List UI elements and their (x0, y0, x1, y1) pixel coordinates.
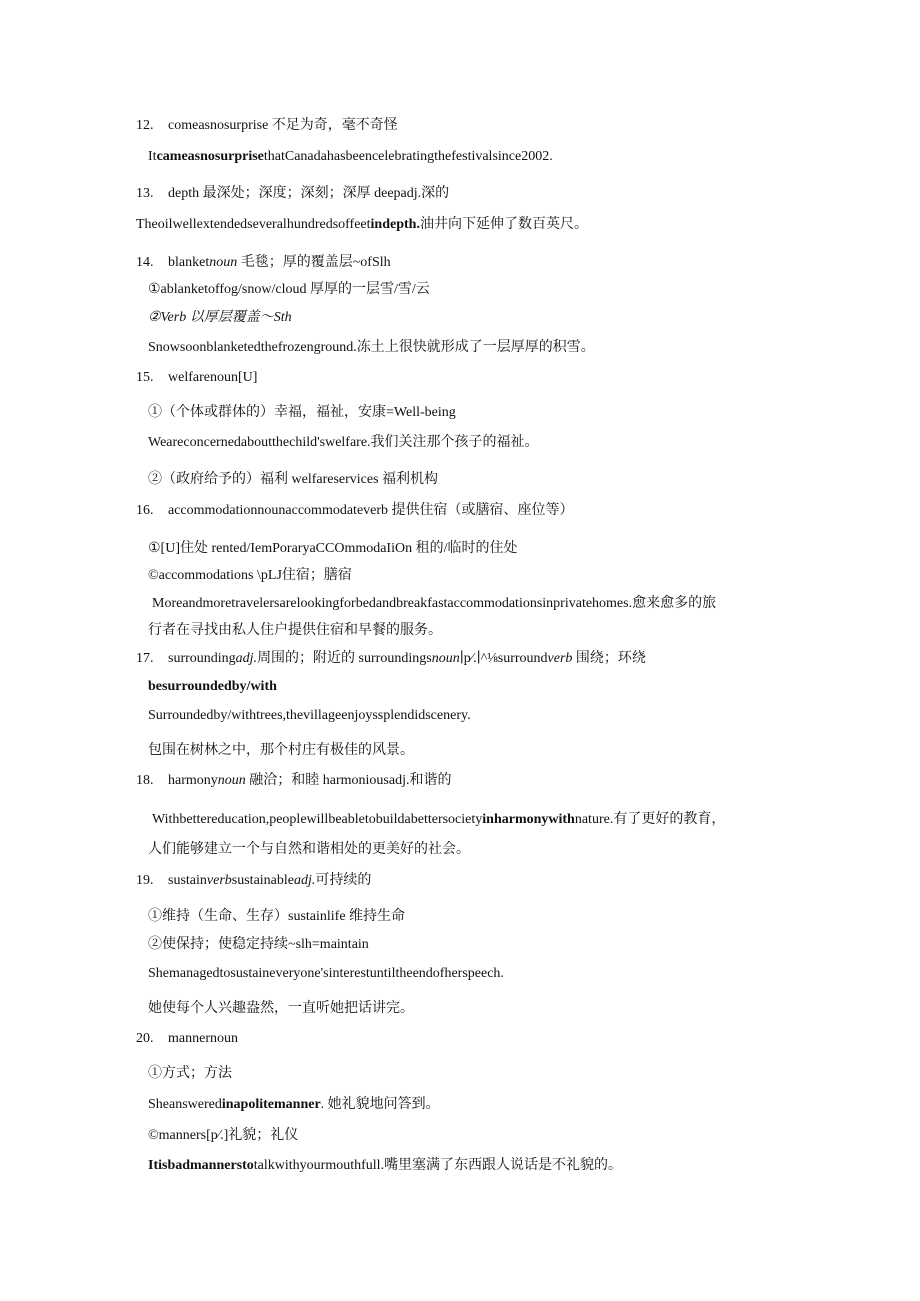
sense-2: ②使保持；使稳定持续~slh=maintain (148, 937, 369, 952)
sense-1: ①（个体或群体的）幸福，福祉，安康=Well-being (148, 405, 456, 420)
example-sentence (148, 1096, 440, 1114)
example-text: Theoilwellextendedseveralhundredsoffeet (136, 217, 371, 232)
example-sentence (148, 148, 553, 166)
key-phrase: Itisbadmannersto (148, 1158, 254, 1173)
translation: 行者在寻找由私人住户提供住宿和早餐的服务。 (148, 623, 442, 638)
example-sentence (152, 811, 725, 829)
entry-17-heading (136, 650, 646, 668)
entry-number: 19. (136, 873, 154, 888)
entry-14-heading (136, 254, 391, 272)
definition: 融洽；和睦 harmoniousadj.和谐的 (245, 773, 452, 788)
sense-2: ©accommodations \pLJ住宿；膳宿 (148, 568, 352, 583)
entry-number: 12. (136, 118, 154, 133)
headword: surrounding (168, 651, 236, 666)
part-of-speech: noun (431, 651, 460, 666)
definition: 周围的；附近的 surroundings (257, 651, 432, 666)
definition: ∣p∕.∣^⅛surround (459, 651, 548, 666)
headword: mannernoun (168, 1031, 238, 1046)
example-text: talkwithyourmouthfull.嘴里塞满了东西跟人说话是不礼貌的。 (253, 1158, 623, 1173)
example-sentence: Snowsoonblanketedthefrozenground.冻土上很快就形成了一层厚厚的积雪。 (148, 340, 595, 355)
example-text: It (148, 149, 157, 164)
entry-number: 20. (136, 1031, 154, 1046)
entry-number: 15. (136, 370, 154, 385)
key-phrase: cameasnosurprise (156, 149, 264, 164)
key-phrase: indepth. (370, 217, 420, 232)
translation: . 她礼貌地问答到。 (320, 1097, 440, 1112)
definition: 可持续的 (315, 873, 372, 888)
part-of-speech: verb (547, 651, 573, 666)
sense-1: ①[U]住处 rented/IemPoraryaCCOmmodaIiOn 租的/临时的住处 (148, 541, 518, 556)
headword: welfarenoun[U] (168, 370, 258, 385)
entry-number: 13. (136, 186, 154, 201)
headword: sustain (168, 873, 207, 888)
translation: 包围在树林之中，那个村庄有极佳的风景。 (148, 743, 414, 758)
key-phrase: inapolitemanner (221, 1097, 321, 1112)
sense-1: ①维持（生命、生存）sustainlife 维持生命 (148, 909, 406, 924)
example-text: thatCanadahasbeencelebratingthefestivalsince2002. (263, 149, 553, 164)
translation: 人们能够建立一个与自然和谐相处的更美好的社会。 (148, 842, 470, 857)
definition: 毛毯；厚的覆盖层~ofSlh (237, 255, 391, 270)
translation: 她使每个人兴趣盎然，一直听她把话讲完。 (148, 1001, 414, 1016)
example-sentence (148, 1157, 622, 1175)
example-sentence: Surroundedby/withtrees,thevillageenjoyssplendidscenery. (148, 708, 471, 723)
example-sentence: Weareconcernedaboutthechild'swelfare.我们关注那个孩子的福祉。 (148, 435, 539, 450)
entry-18-heading (136, 772, 451, 790)
entry-number: 18. (136, 773, 154, 788)
entry-number: 16. (136, 503, 154, 518)
entry-20-heading (136, 1030, 238, 1048)
headword: blanket (168, 255, 210, 270)
sense-2: ②Verb 以厚层覆盖～Sth (148, 310, 292, 325)
key-phrase: inharmonywith (482, 812, 575, 827)
sense-1: ①ablanketoffog/snow/cloud 厚厚的一层雪/雪/云 (148, 282, 430, 297)
headword: sustainable (231, 873, 294, 888)
sense-2: ©manners[p∕.]礼貌；礼仪 (148, 1128, 299, 1143)
entry-19-heading (136, 872, 371, 890)
headword: accommodationnounaccommodateverb 提供住宿（或膳宿、座位等） (168, 503, 574, 518)
part-of-speech: verb (206, 873, 232, 888)
part-of-speech: noun (217, 773, 246, 788)
example-sentence: Shemanagedtosustaineveryone'sinterestuntiltheendofherspeech. (148, 966, 504, 981)
part-of-speech: noun (209, 255, 238, 270)
entry-15-heading (136, 369, 257, 387)
entry-number: 17. (136, 651, 154, 666)
sense-1: ①方式；方法 (148, 1066, 232, 1081)
definition: 围绕；环绕 (572, 651, 646, 666)
part-of-speech: adj. (235, 651, 258, 666)
headword: depth 最深处；深度；深刻；深厚 deepadj.深的 (168, 186, 450, 201)
key-phrase: besurroundedby/with (148, 679, 277, 694)
entry-number: 14. (136, 255, 154, 270)
entry-13-heading (136, 185, 449, 203)
entry-16-heading (136, 502, 574, 520)
sense-2: ②（政府给予的）福利 welfareservices 福利机构 (148, 472, 439, 487)
example-sentence (136, 216, 588, 234)
translation: 油井向下延伸了数百英尺。 (419, 217, 588, 232)
example-text: Sheanswered (148, 1097, 222, 1112)
example-text: nature.有了更好的教育， (574, 812, 726, 827)
entry-12-heading (136, 117, 398, 135)
example-sentence: Moreandmoretravelersarelookingforbedandbreakfastaccommodationsinprivatehomes.愈来愈多的旅 (152, 596, 717, 611)
headword: harmony (168, 773, 218, 788)
example-text: Withbettereducation,peoplewillbeabletobuildabettersociety (152, 812, 483, 827)
headword: comeasnosurprise 不足为奇，毫不奇怪 (168, 118, 398, 133)
part-of-speech: adj. (294, 873, 316, 888)
